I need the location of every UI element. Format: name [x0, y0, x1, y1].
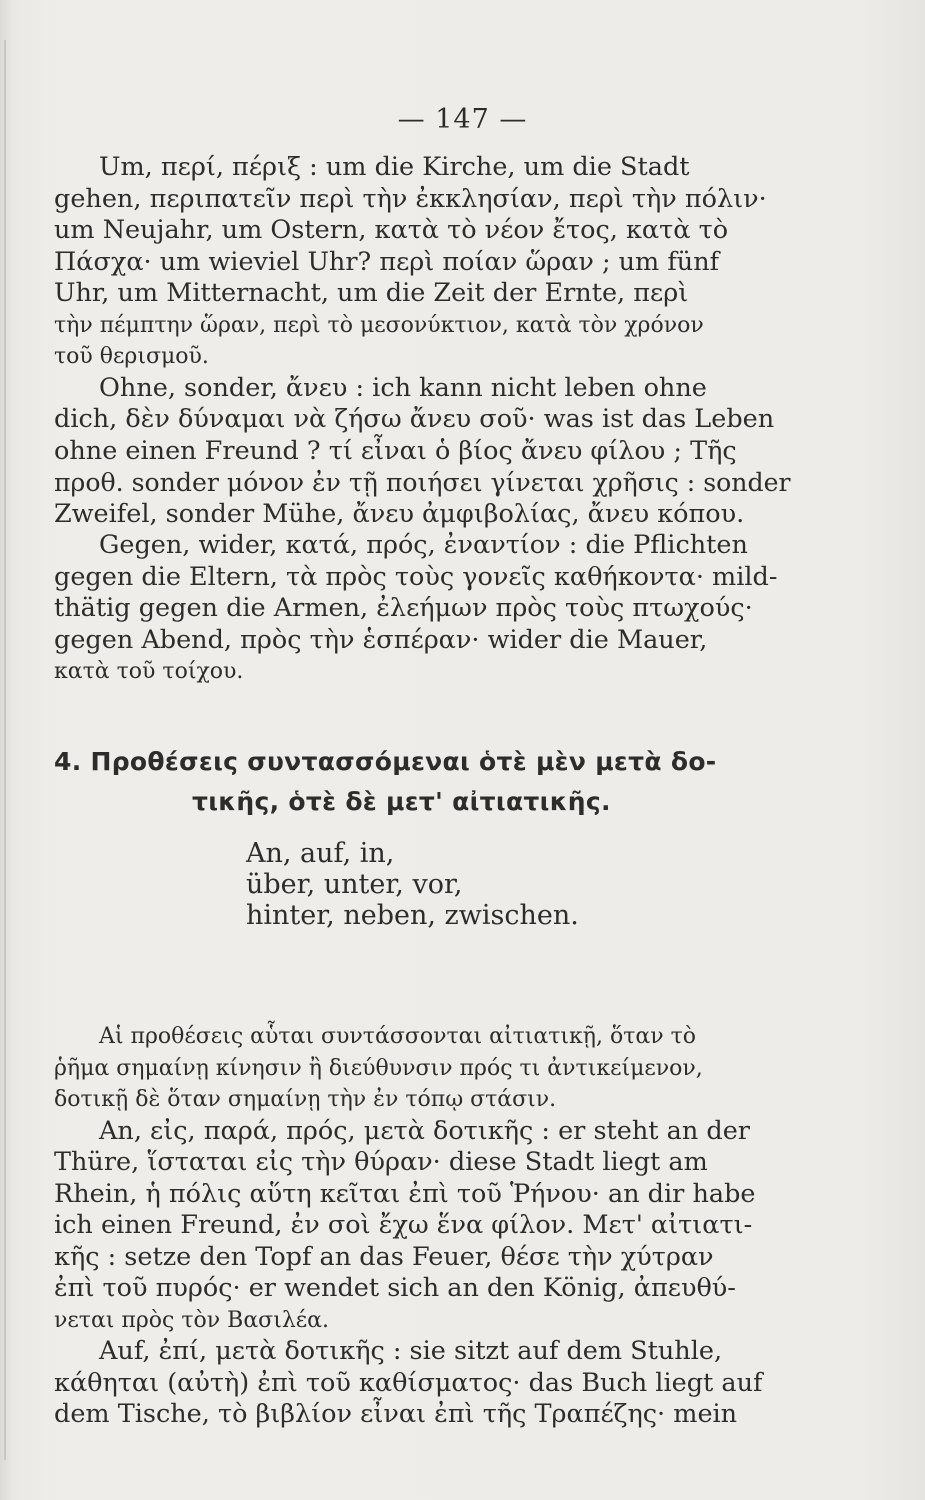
- example-line: hinter, neben, zwischen.: [246, 900, 579, 931]
- text-line: τὴν πέμπτην ὥραν, περὶ τὸ μεσονύκτιον, κατὰ τὸν χρόνον: [54, 312, 704, 338]
- text-line: gehen, περιπατεῖν περὶ τὴν ἐκκλησίαν, περὶ τὴν πόλιν·: [54, 183, 767, 214]
- text-line: Thüre, ἵσταται εἰς τὴν θύραν· diese Stadt liegt am: [54, 1147, 708, 1177]
- page-number: — 147 —: [397, 104, 528, 135]
- text-line: ἐπὶ τοῦ πυρός· er wendet sich an den König, ἀπευθύ-: [54, 1273, 736, 1303]
- example-line: über, unter, vor,: [246, 869, 463, 900]
- example-list: [246, 838, 579, 931]
- text-line: τοῦ θερισμοῦ.: [54, 344, 209, 369]
- text-line: gegen Abend, πρὸς τὴν ἑσπέραν· wider die Mauer,: [54, 624, 708, 655]
- text-section-1: [54, 152, 799, 688]
- text-line: προθ. sonder μόνον ἐν τῇ ποιήσει γίνεται χρῆσις : sonder: [54, 468, 791, 497]
- heading-line-2: τικῆς, ὁτὲ δὲ μετ' αἰτιατικῆς.: [192, 787, 611, 816]
- text-line: Πάσχα· um wieviel Uhr? περὶ ποίαν ὥραν ; um fünf: [54, 246, 720, 277]
- text-line: Auf, ἐπί, μετὰ δοτικῆς : sie sitzt auf dem Stuhle,: [99, 1336, 723, 1366]
- text-line: Um, περί, πέριξ : um die Kirche, um die Stadt: [99, 152, 690, 182]
- section-heading: [54, 742, 799, 822]
- paragraph-um: [54, 152, 799, 373]
- paragraph-an: [54, 1116, 799, 1337]
- text-line: δοτικῇ δὲ ὅταν σημαίνῃ τὴν ἐν τόπῳ στάσιν.: [54, 1087, 557, 1112]
- text-line: Uhr, um Mitternacht, um die Zeit der Ernte, περὶ: [54, 278, 689, 308]
- example-line: An, auf, in,: [246, 838, 395, 869]
- text-line: Gegen, wider, κατά, πρός, ἐναντίον : die Pflichten: [99, 530, 748, 560]
- text-line: ῥῆμα σημαίνῃ κίνησιν ἢ διεύθυνσιν πρός τι ἀντικείμενον,: [54, 1055, 703, 1081]
- text-line: dich, δὲν δύναμαι νὰ ζήσω ἄνευ σοῦ· was ist das Leben: [54, 404, 775, 434]
- text-section-2: [54, 1021, 799, 1431]
- text-line: An, εἰς, παρά, πρός, μετὰ δοτικῆς : er steht an der: [99, 1115, 750, 1146]
- text-line: κατὰ τοῦ τοίχου.: [54, 659, 244, 684]
- text-line: um Neujahr, um Ostern, κατὰ τὸ νέον ἔτος, κατὰ τὸ: [54, 215, 729, 245]
- text-line: κάθηται (αὐτὴ) ἐπὶ τοῦ καθίσματος· das Buch liegt auf: [54, 1367, 763, 1398]
- text-line: Rhein, ἡ πόλις αὕτη κεῖται ἐπὶ τοῦ Ῥήνου· an dir habe: [54, 1178, 756, 1209]
- heading-line-1: 4. Προθέσεις συντασσόμεναι ὁτὲ μὲν μετὰ δο-: [54, 747, 717, 776]
- paragraph-auf: [54, 1336, 799, 1431]
- text-line: νεται πρὸς τὸν Βασιλέα.: [54, 1307, 330, 1333]
- text-line: ich einen Freund, ἐν σοὶ ἔχω ἕνα φίλον. Μετ' αἰτιατι-: [54, 1210, 753, 1240]
- text-line: Αἱ προθέσεις αὗται συντάσσονται αἰτιατικῇ, ὅταν τὸ: [99, 1024, 697, 1049]
- paragraph-rule: [54, 1021, 799, 1116]
- page-edge: [4, 40, 6, 1460]
- paragraph-gegen: [54, 530, 799, 688]
- paragraph-ohne: [54, 373, 799, 531]
- text-line: dem Tische, τὸ βιβλίον εἶναι ἐπὶ τῆς Τραπέζης· mein: [54, 1399, 738, 1429]
- text-line: Zweifel, sonder Mühe, ἄνευ ἀμφιβολίας, ἄνευ κόπου.: [54, 498, 745, 529]
- text-line: gegen die Eltern, τὰ πρὸς τοὺς γονεῖς καθήκοντα· mild-: [54, 561, 778, 592]
- text-line: κῆς : setze den Topf an das Feuer, θέσε τὴν χύτραν: [54, 1241, 714, 1272]
- text-line: Ohne, sonder, ἄνευ : ich kann nicht leben ohne: [99, 372, 707, 403]
- text-line: thätig gegen die Armen, ἐλεήμων πρὸς τοὺς πτωχούς·: [54, 593, 753, 623]
- text-line: ohne einen Freund ? τί εἶναι ὁ βίος ἄνευ φίλου ; Τῆς: [54, 435, 737, 466]
